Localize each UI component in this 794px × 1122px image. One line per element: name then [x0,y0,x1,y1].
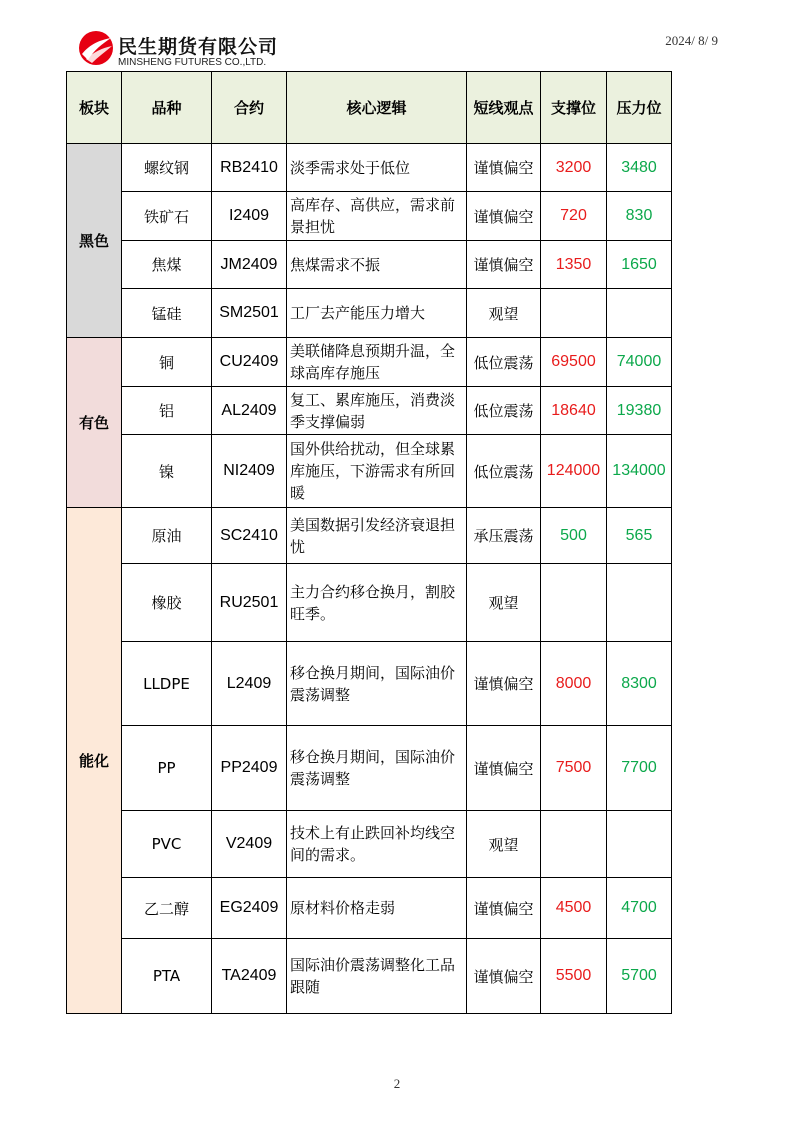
table-row [67,241,672,289]
logic-cell: 主力合约移仓换月，割胶旺季。 [287,564,467,642]
support-cell: 69500 [541,338,607,387]
table-header-row [67,72,672,144]
contract-cell: SC2410 [212,508,287,564]
view-cell: 观望 [467,564,541,642]
view-cell: 观望 [467,811,541,878]
table-row [67,939,672,1014]
table-row [67,387,672,435]
variety-cell: 焦煤 [122,241,212,289]
resistance-cell: 19380 [607,387,672,435]
table-row [67,811,672,878]
sector-cell-nonferrous: 有色 [67,338,122,508]
logic-cell: 原材料价格走弱 [287,878,467,939]
resistance-cell: 4700 [607,878,672,939]
variety-cell: 橡胶 [122,564,212,642]
column-header-support: 支撑位 [541,72,607,144]
futures-view-table [66,71,672,1014]
resistance-cell: 3480 [607,144,672,192]
logo-english-name: MINSHENG FUTURES CO.,LTD. [118,57,267,68]
support-cell: 18640 [541,387,607,435]
contract-cell: TA2409 [212,939,287,1014]
resistance-cell: 1650 [607,241,672,289]
table-row [67,144,672,192]
support-cell: 720 [541,192,607,241]
logic-cell: 复工、累库施压，消费淡季支撑偏弱 [287,387,467,435]
resistance-cell: 565 [607,508,672,564]
variety-cell: 铜 [122,338,212,387]
table-row [67,289,672,338]
support-cell: 3200 [541,144,607,192]
view-cell: 谨慎偏空 [467,192,541,241]
report-date: 2024/ 8/ 9 [665,33,718,48]
logic-cell: 焦煤需求不振 [287,241,467,289]
support-cell [541,811,607,878]
view-cell: 低位震荡 [467,435,541,508]
variety-cell: PP [122,726,212,811]
resistance-cell: 74000 [607,338,672,387]
logic-cell: 淡季需求处于低位 [287,144,467,192]
resistance-cell: 7700 [607,726,672,811]
resistance-cell: 830 [607,192,672,241]
sector-cell-energy: 能化 [67,508,122,1014]
logo-chinese-name: 民生期货有限公司 [118,36,279,58]
variety-cell: 原油 [122,508,212,564]
contract-cell: NI2409 [212,435,287,508]
contract-cell: EG2409 [212,878,287,939]
table-row [67,192,672,241]
logic-cell: 高库存、高供应，需求前景担忧 [287,192,467,241]
contract-cell: JM2409 [212,241,287,289]
table-row [67,878,672,939]
table-row [67,564,672,642]
resistance-cell: 8300 [607,642,672,726]
variety-cell: PTA [122,939,212,1014]
contract-cell: PP2409 [212,726,287,811]
logic-cell: 美联储降息预期升温，全球高库存施压 [287,338,467,387]
logic-cell: 技术上有止跌回补均线空间的需求。 [287,811,467,878]
column-header-variety: 品种 [122,72,212,144]
table-row [67,338,672,387]
logic-cell: 国际油价震荡调整化工品跟随 [287,939,467,1014]
column-header-logic: 核心逻辑 [287,72,467,144]
contract-cell: V2409 [212,811,287,878]
variety-cell: 锰硅 [122,289,212,338]
view-cell: 谨慎偏空 [467,726,541,811]
resistance-cell [607,289,672,338]
view-cell: 承压震荡 [467,508,541,564]
view-cell: 低位震荡 [467,387,541,435]
support-cell: 1350 [541,241,607,289]
logic-cell: 工厂去产能压力增大 [287,289,467,338]
support-cell: 8000 [541,642,607,726]
support-cell: 7500 [541,726,607,811]
view-cell: 谨慎偏空 [467,241,541,289]
view-cell: 谨慎偏空 [467,144,541,192]
column-header-view: 短线观点 [467,72,541,144]
support-cell: 500 [541,508,607,564]
view-cell: 谨慎偏空 [467,878,541,939]
view-cell: 谨慎偏空 [467,939,541,1014]
minsheng-logo-icon [78,30,114,66]
company-logo [78,30,308,70]
table-row [67,642,672,726]
view-cell: 低位震荡 [467,338,541,387]
table-row [67,508,672,564]
variety-cell: LLDPE [122,642,212,726]
view-cell: 谨慎偏空 [467,642,541,726]
support-cell [541,564,607,642]
support-cell: 5500 [541,939,607,1014]
view-cell: 观望 [467,289,541,338]
column-header-resistance: 压力位 [607,72,672,144]
column-header-sector: 板块 [67,72,122,144]
contract-cell: AL2409 [212,387,287,435]
variety-cell: PVC [122,811,212,878]
resistance-cell: 134000 [607,435,672,508]
table-row [67,726,672,811]
contract-cell: L2409 [212,642,287,726]
support-cell: 4500 [541,878,607,939]
sector-cell-black: 黑色 [67,144,122,338]
variety-cell: 乙二醇 [122,878,212,939]
variety-cell: 铝 [122,387,212,435]
column-header-contract: 合约 [212,72,287,144]
variety-cell: 螺纹钢 [122,144,212,192]
resistance-cell [607,564,672,642]
contract-cell: RU2501 [212,564,287,642]
support-cell [541,289,607,338]
variety-cell: 镍 [122,435,212,508]
page-number: 2 [393,1076,401,1091]
resistance-cell [607,811,672,878]
logic-cell: 移仓换月期间，国际油价震荡调整 [287,642,467,726]
logic-cell: 移仓换月期间，国际油价震荡调整 [287,726,467,811]
table-row [67,435,672,508]
support-cell: 124000 [541,435,607,508]
contract-cell: RB2410 [212,144,287,192]
contract-cell: SM2501 [212,289,287,338]
variety-cell: 铁矿石 [122,192,212,241]
logic-cell: 美国数据引发经济衰退担忧 [287,508,467,564]
contract-cell: CU2409 [212,338,287,387]
contract-cell: I2409 [212,192,287,241]
logic-cell: 国外供给扰动，但全球累库施压，下游需求有所回暖 [287,435,467,508]
resistance-cell: 5700 [607,939,672,1014]
